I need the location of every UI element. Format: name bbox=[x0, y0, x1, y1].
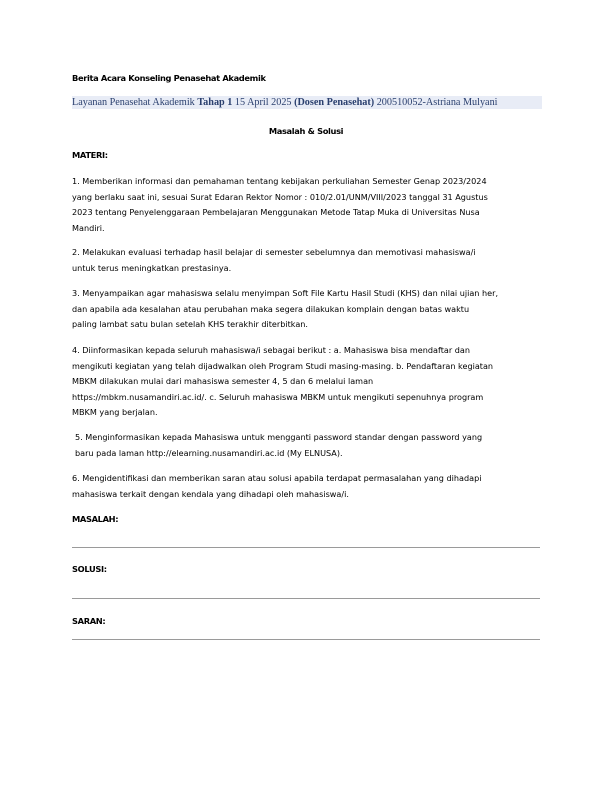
saran-fill-line bbox=[72, 639, 540, 640]
materi-item-line: yang berlaku saat ini, sesuai Surat Edaran Rektor Nomor : 010/2.01/UNM/VIII/2023 tanggal 31 Agustus bbox=[72, 191, 488, 202]
materi-item-line: paling lambat satu bulan setelah KHS terakhir diterbitkan. bbox=[72, 319, 309, 329]
materi-item-line: 5. Menginformasikan kepada Mahasiswa untuk mengganti password standar dengan password yang bbox=[75, 432, 483, 442]
service-role: (Dosen Penasehat) bbox=[294, 97, 375, 108]
materi-item-5 bbox=[75, 430, 545, 461]
materi-item-line: 4. Diinformasikan kepada seluruh mahasiswa/i sebagai berikut : a. Mahasiswa bisa mendaftar dan bbox=[72, 345, 470, 355]
materi-label: MATERI: bbox=[72, 150, 108, 160]
service-advisor: 200510052-Astriana Mulyani bbox=[374, 97, 498, 108]
materi-item-line: dan apabila ada kesalahan atau perubahan maka segera dilakukan komplain dengan batas waktu bbox=[72, 303, 470, 314]
saran-label: SARAN: bbox=[72, 616, 106, 626]
materi-item-6 bbox=[72, 471, 542, 502]
materi-item-line: 2023 tentang Penyelenggaraan Pembelajaran Menggunakan Metode Tatap Muka di Universitas Nusa bbox=[72, 207, 480, 217]
materi-item-line: 3. Menyampaikan agar mahasiswa selalu menyimpan Soft File Kartu Hasil Studi (KHS) dan nilai ujian her, bbox=[72, 288, 499, 298]
service-date: 15 April 2025 bbox=[232, 97, 295, 108]
materi-item-3 bbox=[72, 286, 542, 333]
materi-item-line: https://mbkm.nusamandiri.ac.id/. c. Seluruh mahasiswa MBKM untuk mengikuti sepenuhnya program bbox=[72, 391, 484, 402]
materi-item-line: MBKM yang berjalan. bbox=[72, 407, 158, 417]
service-stage: Tahap 1 bbox=[197, 97, 233, 108]
materi-item-1 bbox=[72, 174, 542, 236]
service-prefix: Layanan Penasehat Akademik bbox=[72, 97, 198, 108]
materi-item-4 bbox=[72, 343, 542, 421]
solusi-fill-line bbox=[72, 598, 540, 599]
materi-item-line: mahasiswa terkait dengan kendala yang dihadapi oleh mahasiswa/i. bbox=[72, 488, 349, 499]
masalah-fill-line bbox=[72, 547, 540, 548]
document-title: Berita Acara Konseling Penasehat Akademik bbox=[72, 73, 266, 83]
materi-item-line: mengikuti kegiatan yang telah dijadwalkan oleh Program Studi masing-masing. b. Pendaftaran kegiatan bbox=[72, 360, 494, 371]
masalah-label: MASALAH: bbox=[72, 514, 119, 524]
section-heading: Masalah & Solusi bbox=[268, 126, 344, 136]
solusi-label: SOLUSI: bbox=[72, 564, 107, 574]
materi-item-line: untuk terus meningkatkan prestasinya. bbox=[72, 262, 232, 273]
materi-item-line: 6. Mengidentifikasi dan memberikan saran atau solusi apabila terdapat permasalahan yang dihadapi bbox=[72, 473, 482, 483]
materi-item-line: 1. Memberikan informasi dan pemahaman tentang kebijakan perkuliahan Semester Genap 2023/2024 bbox=[72, 176, 487, 186]
service-info-line bbox=[72, 97, 498, 108]
materi-item-line: baru pada laman http://elearning.nusamandiri.ac.id (My ELNUSA). bbox=[75, 447, 343, 458]
materi-item-2 bbox=[72, 245, 542, 276]
materi-item-line: MBKM dilakukan mulai dari mahasiswa semester 4, 5 dan 6 melalui laman bbox=[72, 376, 374, 386]
materi-item-line: 2. Melakukan evaluasi terhadap hasil belajar di semester sebelumnya dan memotivasi mahasiswa/i bbox=[72, 247, 476, 257]
materi-item-line: Mandiri. bbox=[72, 222, 105, 233]
